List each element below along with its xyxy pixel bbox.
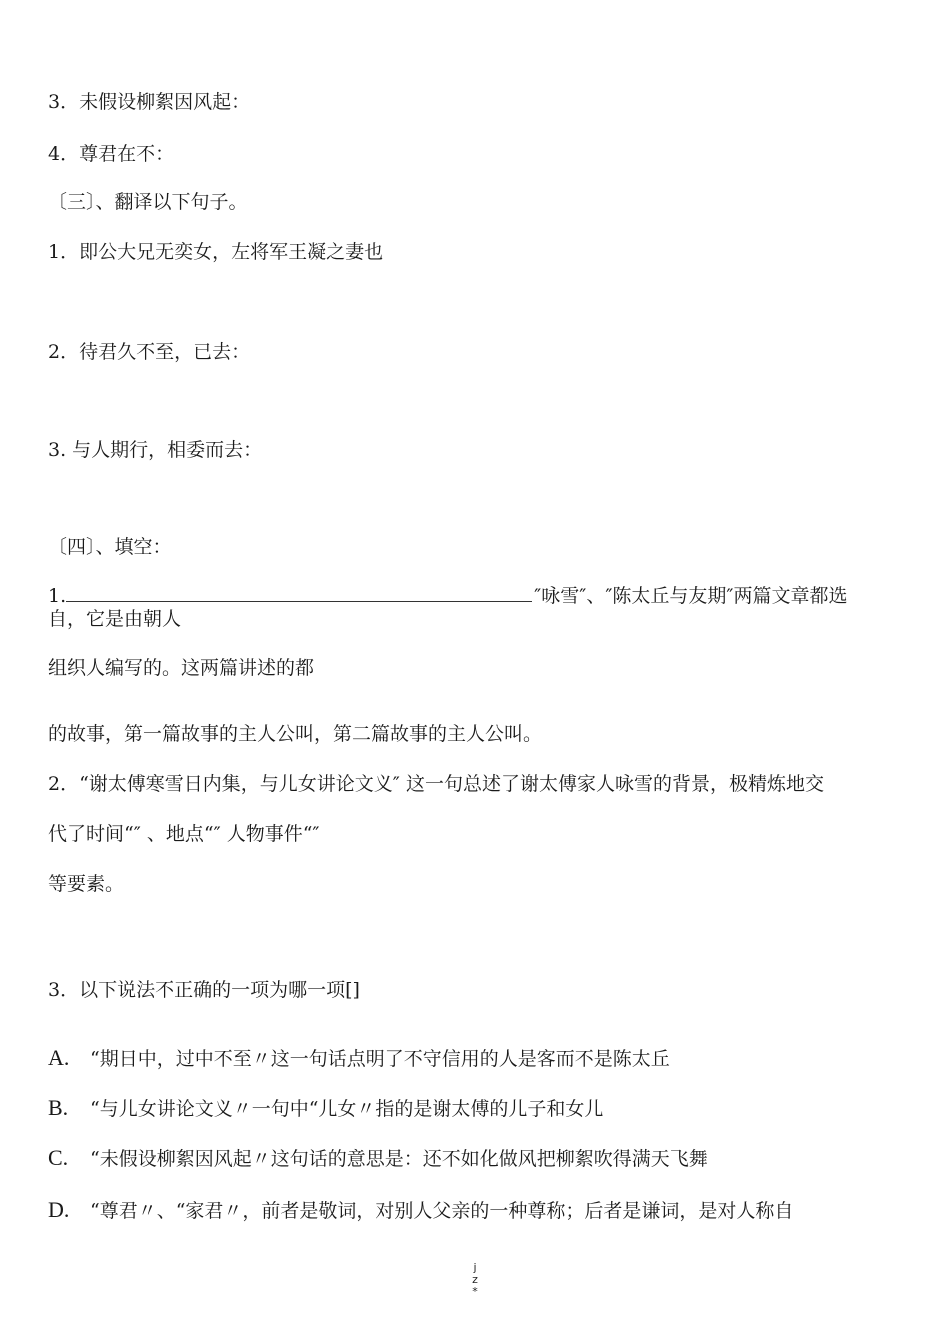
footer-char-1: j	[473, 1261, 477, 1274]
fill-blank-1-continued-2: 组织人编写的。这两篇讲述的都	[48, 657, 315, 679]
page-footer	[470, 1262, 480, 1298]
option-d	[48, 1198, 793, 1223]
translate-sentence-2: 2．待君久不至，已去：	[48, 341, 251, 363]
option-a	[48, 1046, 670, 1071]
question-3-text: 3．未假设柳絮因风起：	[48, 91, 251, 113]
section-4-heading: 〔四〕、填空：	[48, 536, 172, 558]
fill-blank-1-suffix: ″咏雪″、″陈太丘与友期″两篇文章都选	[534, 585, 848, 607]
fill-blank-1-continued: 自，它是由朝人	[48, 608, 182, 630]
fill-blank-1-line	[48, 583, 848, 608]
option-a-letter: A.	[48, 1045, 70, 1070]
option-b-text: “与儿女讲论文义〃一句中“儿女〃指的是谢太傅的儿子和女儿	[90, 1098, 604, 1120]
option-d-text: “尊君〃、“家君〃，前者是敬词，对别人父亲的一种尊称；后者是谦词，是对人称自	[90, 1200, 794, 1222]
option-c	[48, 1146, 708, 1171]
fill-blank-1-number: 1.	[48, 585, 67, 607]
fill-blank-1-continued-3: 的故事，第一篇故事的主人公叫，第二篇故事的主人公叫。	[48, 723, 543, 745]
fill-blank-2-text: 2．“谢太傅寒雪日内集，与儿女讲论文义″ 这一句总述了谢太傅家人咏雪的背景，极精炼地交	[48, 773, 824, 795]
footer-char-3: *	[472, 1285, 478, 1298]
option-c-letter: C.	[48, 1145, 69, 1170]
question-3-choice-prompt: 3．以下说法不正确的一项为哪一项[]	[48, 979, 360, 1001]
answer-blank[interactable]	[66, 583, 532, 602]
option-b	[48, 1096, 603, 1121]
fill-blank-2-continued-2: 等要素。	[48, 873, 125, 895]
option-b-letter: B.	[48, 1095, 69, 1120]
translate-sentence-1: 1．即公大兄无奕女，左将军王凝之妻也	[48, 241, 384, 263]
fill-blank-2-continued: 代了时间“″ 、地点“″ 人物事件“″	[48, 823, 320, 845]
translate-sentence-3: 3. 与人期行，相委而去：	[48, 439, 263, 461]
section-3-heading: 〔三〕、翻译以下句子。	[48, 191, 248, 213]
option-d-letter: D.	[48, 1197, 70, 1222]
footer-char-2: z	[472, 1273, 478, 1286]
question-4-text: 4．尊君在不：	[48, 143, 175, 165]
option-c-text: “未假设柳絮因风起〃这句话的意思是：还不如化做风把柳絮吹得满天飞舞	[90, 1148, 708, 1170]
option-a-text: “期日中，过中不至〃这一句话点明了不守信用的人是客而不是陈太丘	[90, 1048, 670, 1070]
